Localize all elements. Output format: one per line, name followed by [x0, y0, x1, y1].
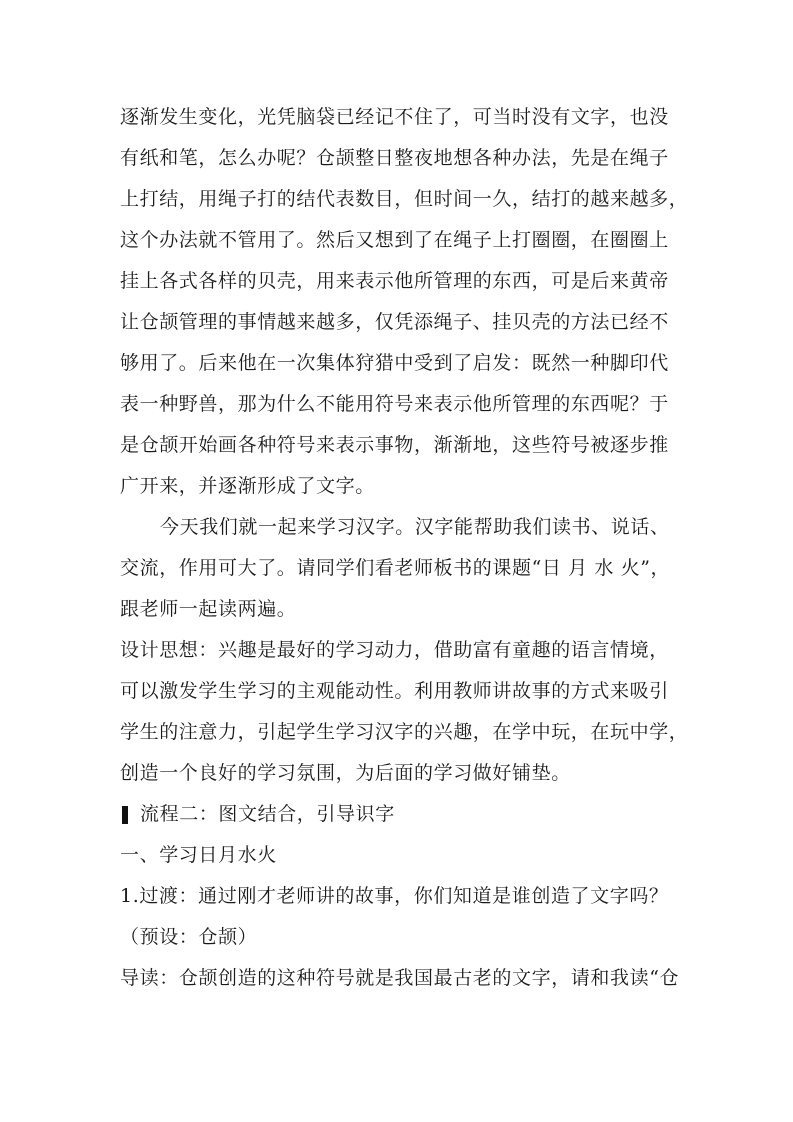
- text-line: 交流，作用可大了。请同学们看老师板书的课题“日 月 水 火”，: [120, 557, 671, 579]
- text-line: 可以激发学生学习的主观能动性。利用教师讲故事的方式来吸引: [120, 680, 669, 702]
- text-line: 挂上各式各样的贝壳，用来表示他所管理的东西，可是后来黄帝: [120, 270, 669, 292]
- section-heading-text: 流程二：图文结合，引导识字: [140, 803, 395, 825]
- text-line: 今天我们就一起来学习汉字。汉字能帮助我们读书、说话、: [160, 516, 670, 538]
- step-1: [120, 876, 680, 999]
- text-line: 够用了。后来他在一次集体狩猎中受到了启发：既然一种脚印代: [120, 352, 669, 374]
- text-line: 设计思想：兴趣是最好的学习动力，借助富有童趣的语言情境，: [120, 639, 669, 661]
- text-line: 是仓颉开始画各种符号来表示事物，渐渐地，这些符号被逐步推: [120, 434, 669, 456]
- text-line: （预设：仓颉）: [120, 926, 258, 948]
- text-line: 学生的注意力，引起学生学习汉字的兴趣，在学中玩，在玩中学，: [120, 721, 689, 743]
- text-line: 跟老师一起读两遍。: [120, 598, 297, 620]
- subheading-text: 一、学习日月水火: [120, 844, 277, 866]
- text-line: 让仓颉管理的事情越来越多，仅凭添绳子、挂贝壳的方法已经不: [120, 311, 669, 333]
- story-paragraph: [120, 97, 689, 507]
- text-line: 有纸和笔，怎么办呢？仓颉整日整夜地想各种办法，先是在绳子: [120, 147, 669, 169]
- subheading: [120, 835, 675, 876]
- section-heading: [120, 794, 675, 835]
- text-line: 表一种野兽，那为什么不能用符号来表示他所管理的东西呢？于: [120, 393, 669, 415]
- text-line: 广开来，并逐渐形成了文字。: [120, 475, 375, 497]
- text-line: 导读：仓颉创造的这种符号就是我国最古老的文字，请和我读“仓: [120, 967, 680, 989]
- document-body: [120, 97, 689, 999]
- text-line: 这个办法就不管用了。然后又想到了在绳子上打圈圈，在圈圈上: [120, 229, 669, 251]
- intro-paragraph: [120, 507, 675, 630]
- text-line: 1.过渡：通过刚才老师讲的故事，你们知道是谁创造了文字吗？: [120, 885, 669, 907]
- text-line: 上打结，用绳子打的结代表数目，但时间一久，结打的越来越多，: [120, 188, 689, 210]
- design-thought-paragraph: [120, 630, 689, 794]
- text-line: 逐渐发生变化，光凭脑袋已经记不住了，可当时没有文字，也没: [120, 106, 669, 128]
- heading-bar-icon: [122, 806, 128, 824]
- text-line: 创造一个良好的学习氛围，为后面的学习做好铺垫。: [120, 762, 571, 784]
